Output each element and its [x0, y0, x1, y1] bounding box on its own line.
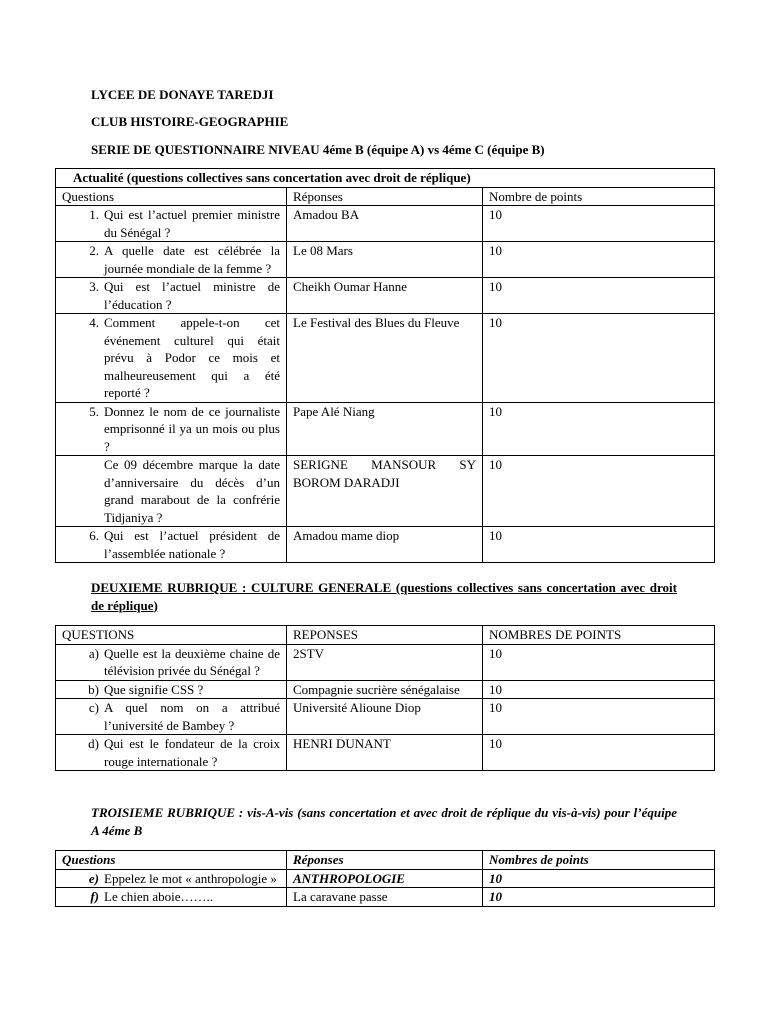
question-number: f)	[90, 889, 99, 904]
question-text: Quelle est la deuxième chaine de télévision privée du Sénégal ?	[104, 645, 280, 678]
table-row	[56, 242, 715, 278]
question-number: a)	[88, 645, 99, 661]
table-row	[56, 278, 715, 314]
section3-header-row	[56, 851, 715, 870]
section3-table	[55, 850, 715, 907]
answer-text: Amadou BA	[287, 206, 483, 242]
answer-text: Compagnie sucrière sénégalaise	[287, 680, 483, 699]
answer-text: La caravane passe	[287, 888, 483, 907]
question-number: c)	[88, 700, 99, 715]
answer-text: Pape Alé Niang	[287, 402, 483, 456]
question-number: d)	[88, 736, 99, 751]
club-name: CLUB HISTOIRE-GEOGRAPHIE	[91, 114, 289, 129]
points-value: 10	[483, 699, 715, 735]
question-text: Ce 09 décembre marque la date d’anniversaire du décès d’un grand marabout de la confrérie Tidjaniya ?	[104, 457, 280, 525]
question-number: b)	[88, 681, 99, 697]
section2-title: DEUXIEME RUBRIQUE : CULTURE GENERALE (questions collectives sans concertation avec droit de réplique)	[91, 580, 677, 613]
points-value: 10	[483, 402, 715, 456]
points-value: 10	[483, 644, 715, 680]
section2-table	[55, 625, 715, 771]
answer-text: Cheikh Oumar Hanne	[287, 278, 483, 314]
column-header: Réponses	[287, 851, 483, 870]
answer-text: Université Alioune Diop	[287, 699, 483, 735]
column-header: REPONSES	[287, 626, 483, 645]
points-value: 10	[483, 869, 715, 888]
question-number: 3.	[89, 279, 99, 294]
points-value: 10	[483, 527, 715, 563]
column-header: Nombres de points	[483, 851, 715, 870]
answer-text: HENRI DUNANT	[287, 735, 483, 771]
question-text: A quelle date est célébrée la journée mondiale de la femme ?	[104, 243, 280, 276]
points-value: 10	[483, 242, 715, 278]
answer-text: Le Festival des Blues du Fleuve	[287, 314, 483, 403]
answer-text: Le 08 Mars	[287, 242, 483, 278]
points-value: 10	[483, 278, 715, 314]
section1-title: Actualité (questions collectives sans concertation avec droit de réplique)	[56, 169, 715, 188]
table-row	[56, 402, 715, 456]
question-text: Donnez le nom de ce journaliste emprisonné il ya un mois ou plus ?	[104, 403, 280, 454]
table-row	[56, 644, 715, 680]
column-header: NOMBRES DE POINTS	[483, 626, 715, 645]
section3-title: TROISIEME RUBRIQUE : vis-A-vis (sans concertation et avec droit de réplique du vis-à-vis) pour l’équipe A 4éme B	[91, 805, 677, 838]
points-value: 10	[483, 206, 715, 242]
table-row	[56, 869, 715, 888]
question-text: Eppelez le mot « anthropologie »	[104, 870, 277, 886]
table-row	[56, 888, 715, 907]
column-header: Nombre de points	[483, 187, 715, 206]
question-text: Que signifie CSS ?	[104, 681, 204, 697]
column-header: Réponses	[287, 187, 483, 206]
series-title: SERIE DE QUESTIONNAIRE NIVEAU 4éme B (équipe A) vs 4éme C (équipe B)	[91, 142, 545, 157]
points-value: 10	[483, 735, 715, 771]
table-row	[56, 314, 715, 403]
question-number: 2.	[89, 243, 99, 258]
answer-text: 2STV	[287, 644, 483, 680]
section1-table	[55, 168, 715, 563]
question-number: 6.	[89, 528, 99, 543]
answer-text: Amadou mame diop	[287, 527, 483, 563]
table-row	[56, 735, 715, 771]
question-number: e)	[88, 870, 99, 886]
section1-header-row	[56, 187, 715, 206]
answer-text: ANTHROPOLOGIE	[287, 869, 483, 888]
question-number: 1.	[89, 207, 99, 222]
section1-caption-row	[56, 169, 715, 188]
table-row	[56, 699, 715, 735]
question-number: 4.	[89, 315, 99, 330]
table-row	[56, 206, 715, 242]
column-header: Questions	[56, 187, 287, 206]
table-row	[56, 456, 715, 527]
question-text: Le chien aboie……..	[104, 889, 214, 904]
answer-text: SERIGNE MANSOUR SY BOROM DARADJI	[287, 456, 483, 527]
question-number	[56, 456, 104, 526]
points-value: 10	[483, 680, 715, 699]
school-name: LYCEE DE DONAYE TAREDJI	[91, 87, 274, 102]
question-text: A quel nom on a attribué l’université de Bambey ?	[104, 700, 280, 733]
question-text: Qui est l’actuel ministre de l’éducation ?	[104, 279, 280, 312]
table-row	[56, 680, 715, 699]
points-value: 10	[483, 314, 715, 403]
table-row	[56, 527, 715, 563]
question-text: Qui est l’actuel président de l’assemblée nationale ?	[104, 528, 280, 561]
question-text: Comment appele-t-on cet événement culturel qui était prévu à Podor ce mois et malheureusement qui a été reporté ?	[104, 315, 280, 400]
column-header: Questions	[56, 851, 287, 870]
question-text: Qui est l’actuel premier ministre du Sénégal ?	[104, 207, 280, 240]
column-header: QUESTIONS	[56, 626, 287, 645]
question-number: 5.	[89, 403, 99, 419]
section2-header-row	[56, 626, 715, 645]
points-value: 10	[483, 456, 715, 527]
points-value: 10	[483, 888, 715, 907]
question-text: Qui est le fondateur de la croix rouge internationale ?	[104, 736, 280, 769]
